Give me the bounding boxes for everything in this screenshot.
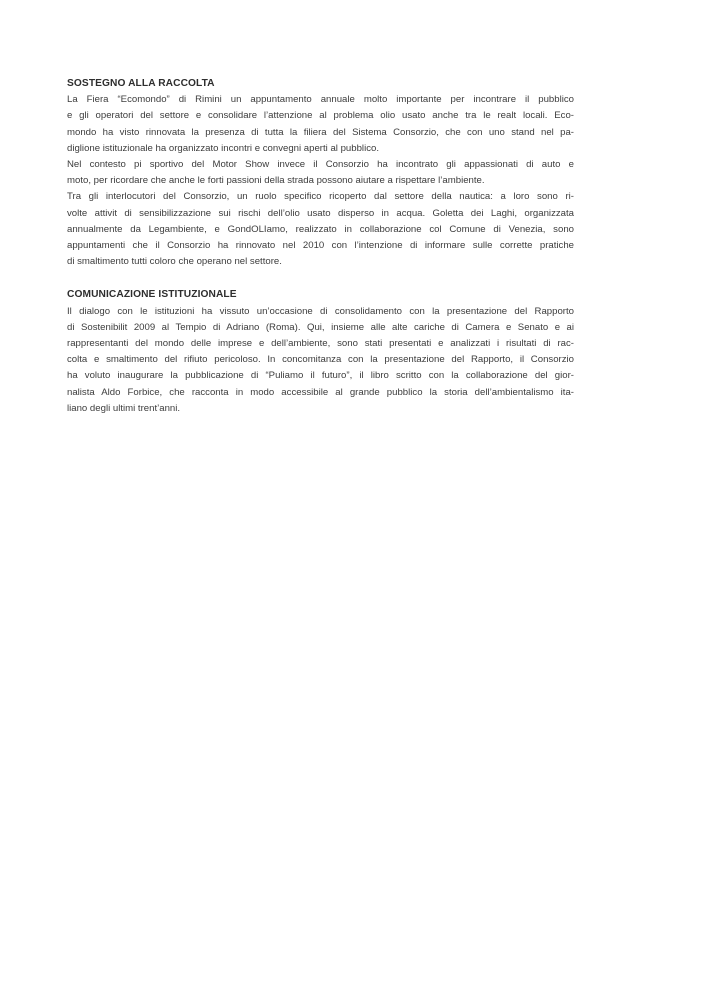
text-line: volte attivit di sensibilizzazione sui rischi dell’olio usato disperso in acqua. Goletta dei Laghi, organizzata (67, 207, 574, 219)
section-comunicazione-istituzionale (67, 287, 574, 417)
text-line: rappresentanti del mondo delle imprese e dell’ambiente, sono stati presentati e analizzati i risultati di rac- (67, 338, 574, 350)
text-line: mondo ha visto rinnovata la presenza di tutta la filiera del Sistema Consorzio, che con uno stand nel pa- (67, 126, 574, 138)
text-line: La Fiera “Ecomondo” di Rimini un appuntamento annuale molto importante per incontrare il pubblico (67, 94, 574, 106)
text-line: appuntamenti che il Consorzio ha rinnovato nel 2010 con l’intenzione di informare sulle corrette pratiche (67, 240, 574, 252)
section-body (67, 304, 574, 417)
section-body (67, 92, 574, 270)
text-line: Tra gli interlocutori del Consorzio, un ruolo specifico ricoperto dal settore della nautica: a loro sono ri- (67, 191, 574, 203)
document-page (67, 76, 574, 434)
text-line: diglione istituzionale ha organizzato incontri e convegni aperti al pubblico. (67, 142, 379, 154)
text-line: liano degli ultimi trent’anni. (67, 402, 181, 414)
text-line: di Sostenibilit 2009 al Tempio di Adriano (Roma). Qui, insieme alle alte cariche di Camera e Senato e ai (67, 321, 574, 333)
text-line: annualmente da Legambiente, e GondOLIamo, realizzato in collaborazione col Comune di Venezia, sono (67, 223, 574, 235)
text-line: e gli operatori del settore e consolidare l’attenzione al problema olio usato anche tra le realt locali. Eco- (67, 110, 574, 122)
text-line: di smaltimento tutti coloro che operano nel settore. (67, 256, 282, 268)
text-line: moto, per ricordare che anche le forti passioni della strada possono aiutare a rispettare l’ambiente. (67, 175, 485, 187)
section-heading: COMUNICAZIONE ISTITUZIONALE (67, 289, 237, 301)
text-line: Il dialogo con le istituzioni ha vissuto un’occasione di consolidamento con la presentazione del Rapporto (67, 305, 574, 317)
text-line: Nel contesto pi sportivo del Motor Show invece il Consorzio ha incontrato gli appassionati di auto e (67, 159, 574, 171)
text-line: ha voluto inaugurare la pubblicazione di “Puliamo il futuro”, il libro scritto con la collaborazione del gior- (67, 370, 574, 382)
section-heading: SOSTEGNO ALLA RACCOLTA (67, 78, 215, 89)
text-line: colta e smaltimento del rifiuto pericoloso. In concomitanza con la presentazione del Rapporto, il Consorzio (67, 354, 574, 366)
text-line: nalista Aldo Forbice, che racconta in modo accessibile al grande pubblico la storia dell’ambientalismo ita- (67, 386, 574, 398)
section-sostegno-alla-raccolta (67, 76, 574, 270)
